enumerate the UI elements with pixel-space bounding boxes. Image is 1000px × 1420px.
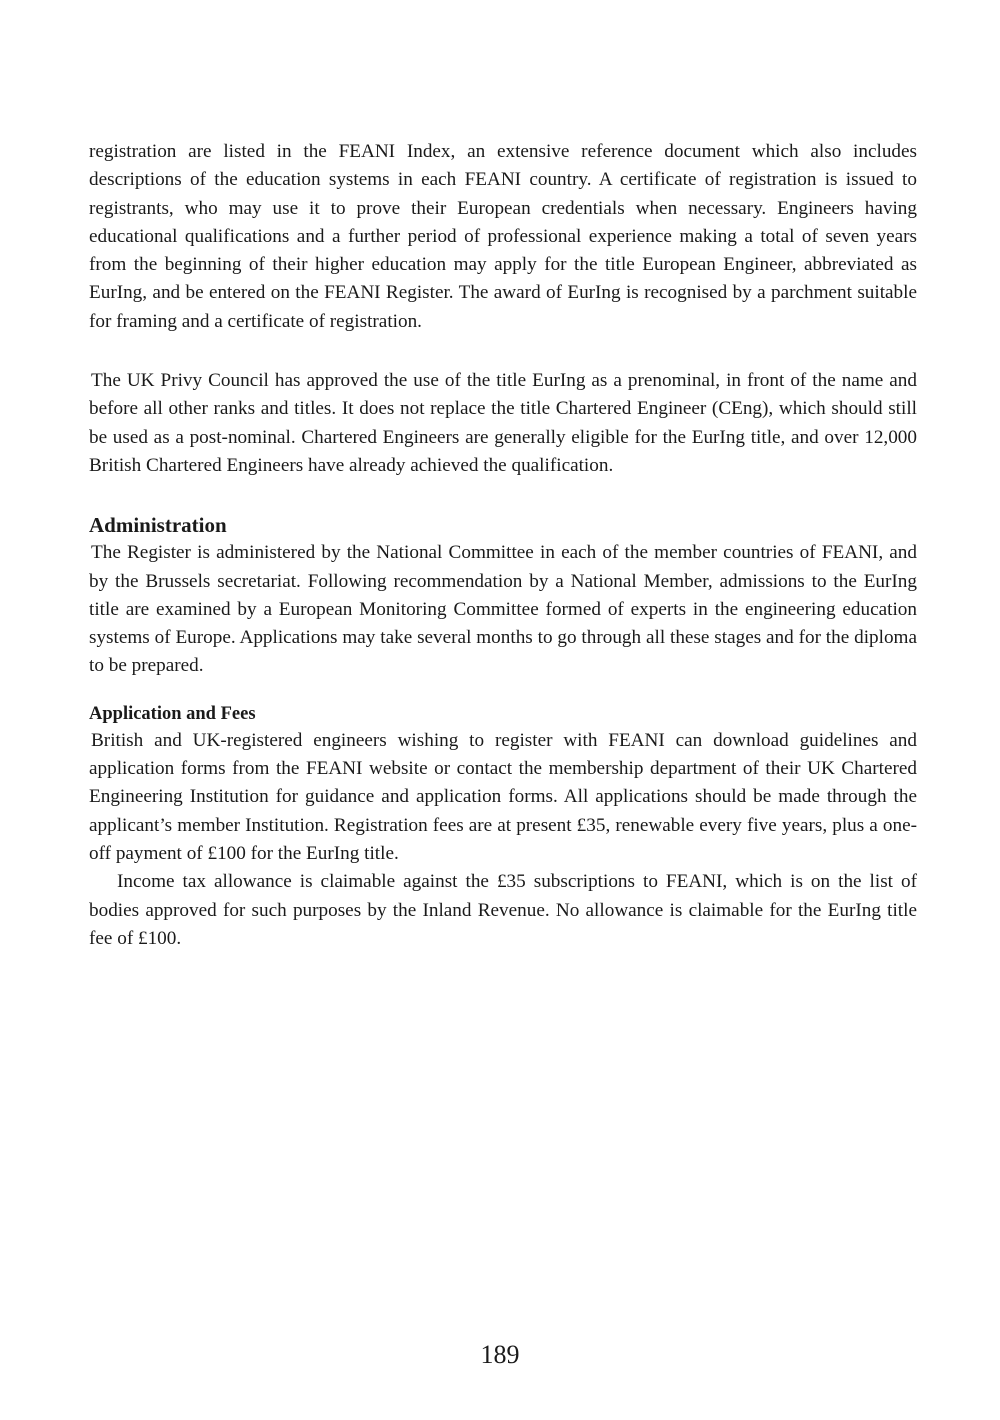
paragraph-income-tax: Income tax allowance is claimable against the £35 subscriptions to FEANI, which is on the list of bodies approved for such purposes by the Inland Revenue. No allowance is claimable for the EurIng title fee of £100. xyxy=(89,871,917,949)
paragraph-administration: The Register is administered by the National Committee in each of the member countries of FEANI, and by the Brussels secretariat. Following recommendation by a National Member, admissions to the EurIng title are examined by a European Monitoring Committee formed of experts in the engineering education systems of Europe. Applications may take several months to go through all these stages and for the diploma to be prepared. xyxy=(89,542,917,677)
paragraph-spacer xyxy=(89,336,917,367)
section-heading-administration: Administration xyxy=(89,513,227,538)
section-spacer xyxy=(89,480,917,511)
document-page xyxy=(89,138,917,953)
section-heading-application-fees: Application and Fees xyxy=(89,703,256,724)
paragraph-registration-index: registration are listed in the FEANI Index, an extensive reference document which also includes descriptions of the education systems in each FEANI country. A certificate of registration is issued to registrants, who may use it to prove their European credentials when necessary. Engineers having educational qualifications and a further period of professional experience making a total of seven years from the beginning of their higher education may apply for the title European Engineer, abbreviated as EurIng, and be entered on the FEANI Register. The award of EurIng is recognised by a parchment suitable for framing and a certificate of registration. xyxy=(89,141,917,332)
page-number: 189 xyxy=(480,1340,520,1369)
paragraph-application-guidelines: British and UK-registered engineers wishing to register with FEANI can download guidelines and application forms from the FEANI website or contact the membership department of their UK Chartered Engineering Institution for guidance and application forms. All applications should be made through the applicant’s member Institution. Registration fees are at present £35, renewable every five years, plus a one-off payment of £100 for the EurIng title. xyxy=(89,729,917,864)
paragraph-privy-council: The UK Privy Council has approved the use of the title EurIng as a prenominal, in front of the name and before all other ranks and titles. It does not replace the title Chartered Engineer (CEng), which should still be used as a post-nominal. Chartered Engineers are generally eligible for the EurIng title, and over 12,000 British Chartered Engineers have already achieved the qualification. xyxy=(89,370,917,476)
section-spacer xyxy=(89,681,917,701)
